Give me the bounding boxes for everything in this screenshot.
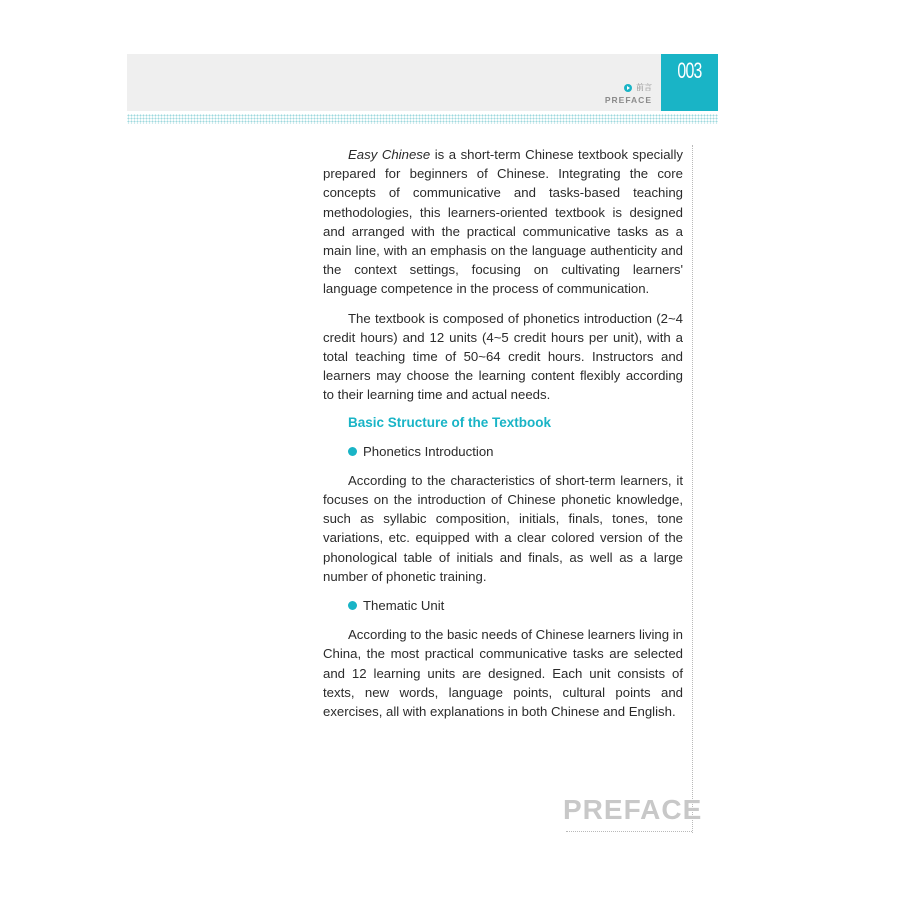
- book-title: Easy Chinese: [348, 147, 431, 162]
- bullet-dot-icon: [348, 601, 357, 610]
- paragraph-intro: [323, 145, 683, 299]
- paragraph-intro-text: is a short-term Chinese textbook specially prepared for beginners of Chinese. Integrating the core concepts of communicative and tasks-based teaching methodologies, this learners-oriented textbook is designed and arranged with the practical communicative tasks as a main line, with an emphasis on the language authenticity and the context settings, focusing on cultivating learners' language competence in the process of communication.: [323, 147, 683, 297]
- section-tag-cn: [605, 83, 652, 93]
- section-label-cn: 前言: [636, 83, 652, 92]
- bullet-phonetics-label: Phonetics Introduction: [363, 443, 494, 459]
- bullet-phonetics: [348, 442, 683, 461]
- page-number: 003: [677, 58, 702, 83]
- page-number-box: [661, 54, 718, 111]
- bullet-thematic-unit: [348, 596, 683, 615]
- paragraph-composition: The textbook is composed of phonetics introduction (2~4 credit hours) and 12 units (4~5 credit hours per unit), with a total teaching time of 50~64 credit hours. Instructors and learners may choose the learning content flexibly according to their learning time and actual needs.: [323, 310, 683, 403]
- section-subheading: Basic Structure of the Textbook: [348, 414, 552, 430]
- header-dotted-strip: [127, 114, 718, 124]
- play-circle-icon: [624, 84, 632, 92]
- footer-dotted-underline: [566, 831, 692, 832]
- bullet-dot-icon: [348, 447, 357, 456]
- paragraph-thematic: According to the basic needs of Chinese learners living in China, the most practical communicative tasks are selected and 12 learning units are designed. Each unit consists of texts, new words, language points, cultural points and exercises, all with explanations in both Chinese and English.: [323, 627, 684, 720]
- section-label-en: PREFACE: [604, 95, 652, 105]
- right-dotted-rule: [692, 145, 693, 833]
- footer-preface-label: PREFACE: [563, 794, 703, 825]
- preface-content: [323, 145, 683, 731]
- bullet-thematic-label: Thematic Unit: [363, 598, 445, 614]
- paragraph-phonetics: According to the characteristics of short-term learners, it focuses on the introduction of Chinese phonetic knowledge, such as syllabic composition, initials, finals, tones, tone variations, etc. equipped with a clear colored version of the phonological table of initials and finals, as well as a large number of phonetic training.: [323, 472, 683, 584]
- section-tag: [605, 83, 652, 105]
